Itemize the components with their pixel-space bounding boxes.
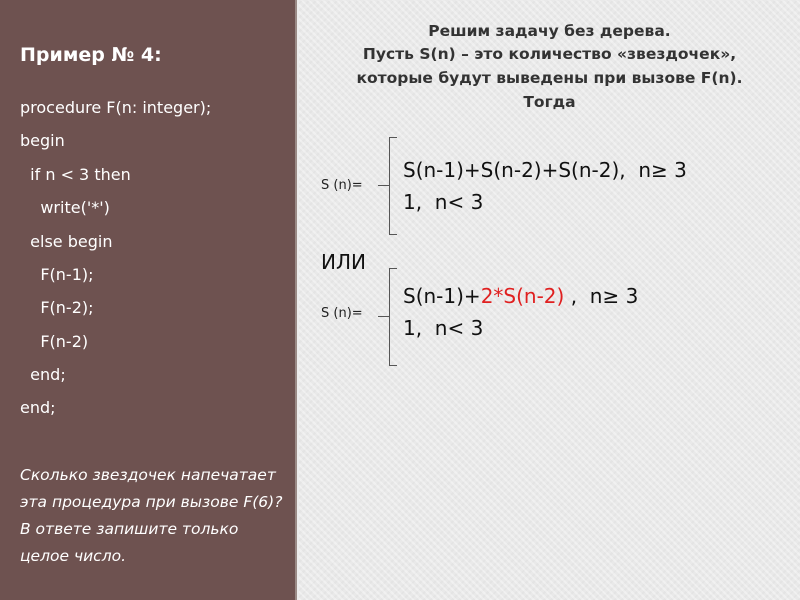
brace: [389, 137, 398, 235]
code-line: end;: [20, 365, 66, 384]
slide-title: Пример № 4:: [20, 44, 162, 66]
code-line: if n < 3 then: [20, 165, 131, 184]
or-word: ИЛИ: [321, 250, 366, 274]
formula-label: S (n)=: [321, 306, 363, 321]
right-panel: [299, 0, 800, 600]
code-line: write('*'): [20, 198, 110, 217]
formula-part: , n≥ 3: [564, 284, 639, 308]
code-line: else begin: [20, 232, 113, 251]
heading-line: Пусть S(n) – это количество «звездочек»,: [362, 45, 737, 63]
formula-base-case: 1, n< 3: [403, 316, 484, 340]
heading-line: Тогда: [523, 93, 576, 111]
formula-highlight: 2*S(n-2): [480, 284, 565, 308]
formula-base-case: 1, n< 3: [403, 190, 484, 214]
formula-part: S(n-1)+: [403, 284, 481, 308]
code-line: procedure F(n: integer);: [20, 98, 212, 117]
left-panel: [0, 0, 297, 600]
heading-line: которые будут выведены при вызове F(n).: [356, 69, 743, 87]
formula-label: S (n)=: [321, 178, 363, 193]
formula-recursive-case-simplified: [403, 284, 638, 308]
code-line: begin: [20, 131, 65, 150]
heading-line: Решим задачу без дерева.: [428, 22, 671, 40]
brace: [389, 268, 398, 366]
code-line: F(n-2): [20, 332, 89, 351]
code-line: end;: [20, 398, 56, 417]
code-line: F(n-2);: [20, 298, 94, 317]
code-line: F(n-1);: [20, 265, 94, 284]
question-text: Сколько звездочек напечатает эта процедура при вызове F(6)? В ответе запишите только целое число.: [20, 466, 283, 565]
formula-recursive-case: S(n-1)+S(n-2)+S(n-2), n≥ 3: [403, 158, 687, 182]
